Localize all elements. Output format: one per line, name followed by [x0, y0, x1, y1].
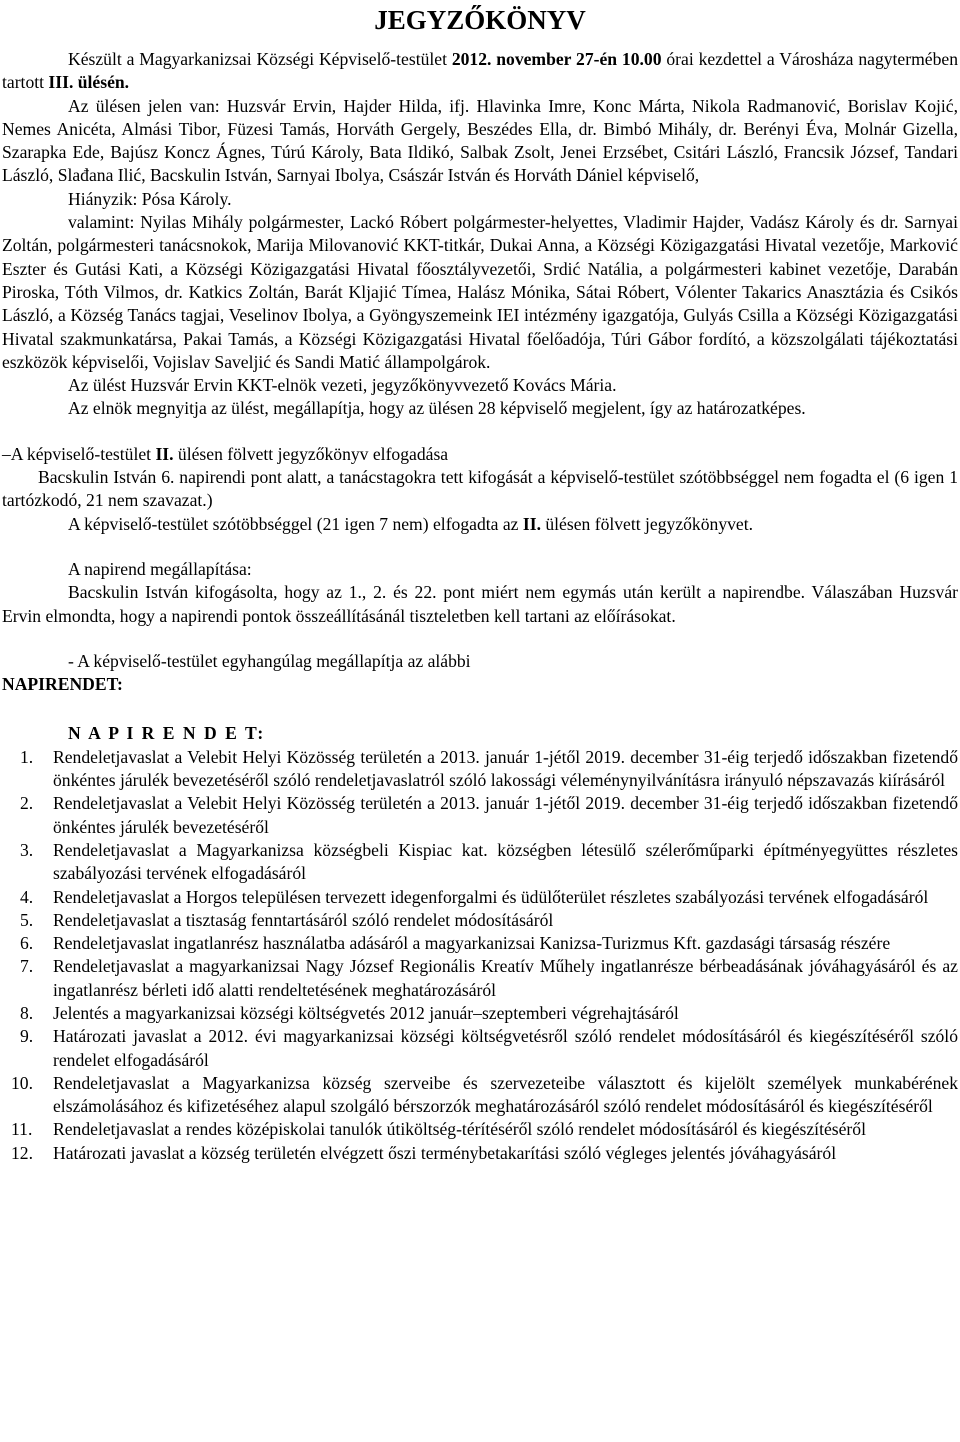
- agenda-adopt-line: - A képviselő-testület egyhangúlag megállapítja az alábbi: [68, 650, 471, 671]
- agenda-item-text: Határozati javaslat a község területén elvégzett őszi terménybetakarítási szóló végleges jelentés jóváhagyásáról: [53, 1142, 837, 1163]
- agenda-item-number: 9.: [20, 1026, 34, 1047]
- agenda-item-text: Rendeletjavaslat ingatlanrész használatba adásáról a magyarkanizsai Kanizsa-Turizmus Kft. gazdasági társaság részére: [53, 933, 891, 954]
- agenda-item-number: 12.: [11, 1142, 33, 1163]
- minutes-heading-roman: II.: [155, 443, 174, 464]
- agenda-item: [2, 792, 958, 839]
- agenda-item: [2, 909, 958, 932]
- agenda-objection-paragraph: Bacskulin István kifogásolta, hogy az 1., 2. és 22. pont miért nem egymás után került a napirendbe. Válaszában Huzsvár Ervin elmondta, hogy a napirendi pontok összeállításánál tiszteletben kell tartani az előírásokat.: [2, 582, 958, 626]
- agenda-item-number: 4.: [20, 886, 34, 907]
- agenda-item: [2, 1002, 958, 1025]
- minutes-heading-suffix: ülésen fölvett jegyzőkönyv elfogadása: [173, 443, 449, 464]
- spacer: [2, 696, 958, 718]
- intro-paragraph: [2, 48, 958, 95]
- minutes-heading-prefix: A képviselő-testület: [10, 443, 156, 464]
- agenda-item: [2, 955, 958, 1002]
- spacer: [2, 628, 958, 650]
- agenda-item: [2, 1142, 958, 1165]
- agenda-item: [2, 1072, 958, 1119]
- minutes-vote-roman: II.: [522, 513, 541, 534]
- agenda-item: [2, 839, 958, 886]
- document-title: JEGYZŐKÖNYV: [374, 5, 586, 35]
- agenda-item-number: 11.: [11, 1119, 33, 1140]
- agenda-item-text: Rendeletjavaslat a Velebit Helyi Közösség területén a 2013. január 1-jétől 2019. december 31-éig terjedő időszakban fizetendő önkéntes járulék bevezetéséről szóló rendeletjavaslatról szóló lakossági véleménynyilvánításra irányuló népszavazás kiírásáról: [53, 746, 958, 791]
- spacer: [2, 421, 958, 443]
- agenda-item: [2, 746, 958, 793]
- present-paragraph: Az ülésen jelen van: Huzsvár Ervin, Hajder Hilda, ifj. Hlavinka Imre, Konc Márta, Nikola Radmanović, Borislav Kojić, Nemes Anicéta, Almási Tibor, Füzesi Tamás, Horváth Gergely, Beszédes Ella, dr. Bimbó Mihály, dr. Berényi Éva, Molnár Gizella, Szarapka Ede, Bajúsz Koncz Ágnes, Túrú Károly, Bata Ildikó, Salbak Zsolt, Jenei Erzsébet, Csitári László, Francsik József, Tandari László, Slađana Ilić, Bacskulin István, Sarnyai Ibolya, Császár István és Horváth Dániel képviselő,: [2, 95, 958, 186]
- agenda-item-number: 6.: [20, 933, 34, 954]
- agenda-heading: N A P I R E N D E T:: [68, 723, 266, 744]
- intro-session: III. ülésén.: [48, 72, 130, 93]
- agenda-item-text: Rendeletjavaslat a magyarkanizsai Nagy József Regionális Kreatív Műhely ingatlanrésze bérbeadásának jóváhagyásáról és az ingatlanrész bérleti idő alatti rendeltetésének meghatározásáról: [53, 956, 958, 1000]
- agenda-item-text: Rendeletjavaslat a Magyarkanizsa község szerveibe és szervezeteibe választott és kijelölt személyek munkabérének elszámolásához és kifizetéséhez alapul szolgáló bérszorzók meghatározásáról szóló rendelet módosításáról és kiegészítéséről: [53, 1072, 958, 1117]
- quorum-line: Az elnök megnyitja az ülést, megállapítja, hogy az ülésen 28 képviselő megjelent, így az határozatképes.: [68, 398, 806, 419]
- agenda-item-number: 5.: [20, 909, 34, 930]
- intro-mid: órai kezdettel a Városháza nagytermében tartott: [2, 49, 958, 93]
- napirendet-label: NAPIRENDET:: [2, 674, 123, 695]
- agenda-item-text: Rendeletjavaslat a tisztaság fenntartásáról szóló rendelet módosításáról: [53, 909, 554, 930]
- intro-date: 2012. november 27-én 10.00: [451, 49, 662, 69]
- agenda-item: [2, 932, 958, 955]
- agenda-item-text: Rendeletjavaslat a Velebit Helyi Közösség területén a 2013. január 1-jétől 2019. december 31-éig terjedő időszakban fizetendő önkéntes járulék bevezetéséről: [53, 793, 958, 837]
- agenda-item-text: Határozati javaslat a 2012. évi magyarkanizsai községi költségvetésről szóló rendelet módosításáról és kiegészítéséről szóló rendelet elfogadásáról: [53, 1026, 958, 1070]
- spacer: [2, 536, 958, 558]
- agenda-item-number: 10.: [11, 1072, 33, 1093]
- agenda-item-number: 3.: [20, 839, 34, 860]
- agenda-item-text: Rendeletjavaslat a rendes középiskolai tanulók útiköltség-térítéséről szóló rendelet módosításáról és kiegészítéséről: [53, 1119, 866, 1140]
- also-present-paragraph: valamint: Nyilas Mihály polgármester, Lackó Róbert polgármester-helyettes, Vladimir Hajder, Vadász Károly és dr. Sarnyai Zoltán, polgármesteri tanácsnokok, Marija Milovanović KKT-titkár, Dukai Anna, a Községi Közigazgatási Hivatal vezetője, Marković Eszter és Gutási Kati, a Községi Közigazgatási Hivatal főosztályvezetői, Srdić Natália, a polgármesteri kabinet vezetője, Darabán Piroska, Tóth Vilmos, dr. Katkics Zoltán, Barát Kljajić Tímea, Halász Mónika, Sátai Róbert, Vólenter Takarics Anasztázia és Csikós László, a Község Tanács tagjai, Veselinov Ibolya, a Gyöngyszemeink IEI intézmény igazgatója, Gulyás Csilla a Községi Közigazgatási Hivatal szakmunkatársa, Pakai Tamás, a Községi Közigazgatási Hivatal főelőadója, Túri Gábor fordító, a közszolgálati tájékoztatási eszközök képviselői, Vojislav Saveljić és Sandi Matić állampolgárok.: [2, 212, 958, 372]
- agenda-item: [2, 886, 958, 909]
- chair-line: Az ülést Huzsvár Ervin KKT-elnök vezeti, jegyzőkönyvvezető Kovács Mária.: [68, 375, 617, 396]
- agenda-item: [2, 1118, 958, 1141]
- absent-line: Hiányzik: Pósa Károly.: [68, 188, 232, 209]
- agenda-item-number: 8.: [20, 1002, 34, 1023]
- agenda-item-text: Rendeletjavaslat a Magyarkanizsa községbeli Kispiac kat. községben létesülő szélerőműparki építményegyüttes részletes szabályozási tervének elfogadásáról: [53, 839, 958, 884]
- minutes-vote: [2, 513, 958, 536]
- intro-prefix: Készült a Magyarkanizsai Községi Képviselő-testület: [68, 49, 452, 69]
- agenda-setting-heading: A napirend megállapítása:: [68, 558, 252, 579]
- agenda-item-number: 1.: [20, 746, 34, 767]
- minutes-vote-prefix: A képviselő-testület szótöbbséggel (21 igen 7 nem) elfogadta az: [68, 513, 523, 534]
- agenda-list: [2, 746, 958, 1165]
- minutes-text: Bacskulin István 6. napirendi pont alatt, a tanácstagokra tett kifogását a képviselő-testület szótöbbséggel nem fogadta el (6 igen 1 tartózkodó, 21 nem szavazat.): [2, 467, 958, 511]
- agenda-item-text: Jelentés a magyarkanizsai községi költségvetés 2012 január–szeptemberi végrehajtásáról: [53, 1002, 679, 1023]
- agenda-item-number: 2.: [20, 793, 34, 814]
- minutes-heading: –A képviselő-testület II. ülésen fölvett jegyzőkönyv elfogadása: [2, 443, 449, 464]
- agenda-item-text: Rendeletjavaslat a Horgos településen tervezett idegenforgalmi és üdülőterület részletes szabályozási tervének elfogadásáról: [53, 886, 929, 907]
- agenda-item: [2, 1025, 958, 1072]
- minutes-vote-suffix: ülésen fölvett jegyzőkönyvet.: [540, 513, 754, 534]
- agenda-item-number: 7.: [20, 956, 34, 977]
